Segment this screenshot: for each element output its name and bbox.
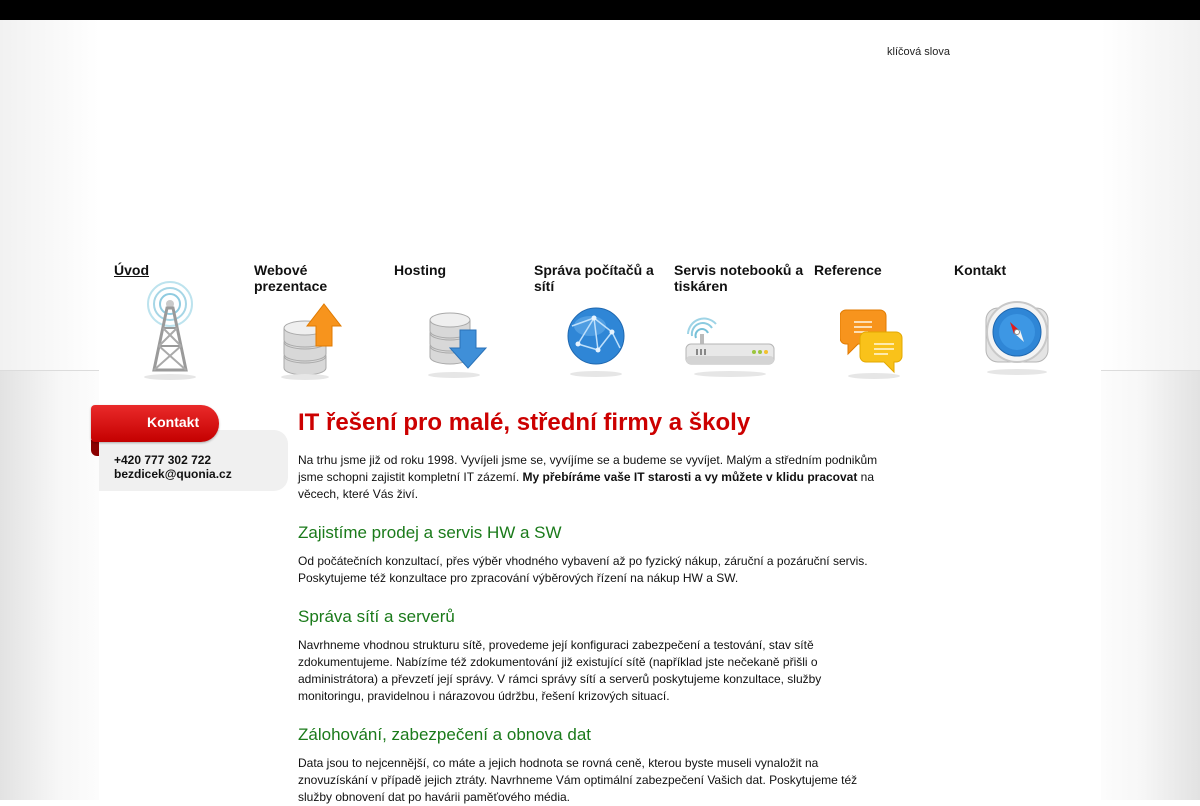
nav-item-label: Úvod [114, 262, 149, 278]
nav-item-label: Hosting [394, 262, 447, 278]
compass-icon [982, 300, 1054, 376]
nav-item-label: Webové prezentace [254, 262, 328, 294]
page-title: IT řešení pro malé, střední firmy a školy [298, 409, 751, 436]
nav-item-hosting[interactable] [394, 262, 534, 380]
background-right-top [1101, 20, 1200, 370]
section-text: Navrhneme vhodnou strukturu sítě, provedeme její konfiguraci zabezpečení a testování, stav sítě zdokumentujeme. Nabízíme též zdokumentování již existující sítě (například jste nečekaně přišli o administrátora) a převzetí její správy. V rámci správy sítí a serverů poskytujeme konzultace, služby monitoringu, pravidelnou i nárazovou údržbu, řešení krizových situací. [298, 638, 822, 703]
nav-item-kontakt[interactable] [954, 262, 1094, 380]
intro-highlight: My přebíráme vaše IT starosti a vy můžete v klidu pracovat [522, 470, 858, 484]
nav-item-reference[interactable] [814, 262, 954, 380]
nav-item-label: Kontakt [954, 262, 1007, 278]
nav-item-label: Servis notebooků a tiskáren [674, 262, 804, 294]
section-heading: Zálohování, zabezpečení a obnova dat [298, 725, 591, 744]
top-bar [0, 0, 1200, 20]
main-content [298, 408, 883, 806]
section-text: Od počátečních konzultací, přes výběr vhodného vybavení až po fyzický nákup, záruční a pozáruční servis. Poskytujeme též konzultace pro zpracování výběrových řízení na nákup HW a SW. [298, 554, 868, 585]
intro-text: Na trhu jsme již od roku 1998. Vyvíjeli jsme se, vyvíjíme se a budeme se vyvíjet. Malým a středním podnikům jsme schopni zajistit kompletní IT zázemí. [298, 453, 878, 484]
globe-network-icon [564, 306, 630, 378]
nav-item-webove-prezentace[interactable] [254, 262, 394, 380]
nav-item-label: Správa počítačů a sítí [534, 262, 654, 294]
section-text: Data jsou to nejcennější, co máte a jejich hodnota se rovná ceně, kterou byste museli vynaložit na znovuzískání v případě jejich ztráty. Navrhneme Vám optimální zabezpečení Vašich dat. Poskytujeme též služby obnovení dat po havárii paměťového média. [298, 756, 858, 804]
speech-bubbles-icon [840, 306, 906, 380]
nav-item-sprava-pocitacu[interactable] [534, 262, 674, 380]
nav-item-uvod[interactable] [114, 262, 254, 380]
keywords-link[interactable]: klíčová slova [887, 46, 950, 58]
nav-item-servis-notebooku[interactable] [674, 262, 814, 380]
database-upload-icon [280, 300, 346, 380]
contact-tab-fold [91, 440, 99, 456]
intro-text-end: na věcech, které Vás živí. [298, 470, 875, 501]
contact-phone: +420 777 302 722 [114, 453, 212, 467]
background-left-top [0, 20, 99, 370]
contact-email[interactable]: bezdicek@quonia.cz [114, 467, 232, 481]
section-heading: Zajistíme prodej a servis HW a SW [298, 523, 562, 542]
wifi-router-icon [684, 312, 778, 378]
nav-item-label: Reference [814, 262, 882, 278]
tower-antenna-icon [136, 280, 206, 382]
intro-paragraph [298, 452, 883, 503]
contact-tab-label: Kontakt [147, 414, 200, 430]
section-heading: Správa sítí a serverů [298, 607, 455, 626]
main-nav [114, 262, 1094, 382]
database-download-icon [424, 312, 494, 380]
